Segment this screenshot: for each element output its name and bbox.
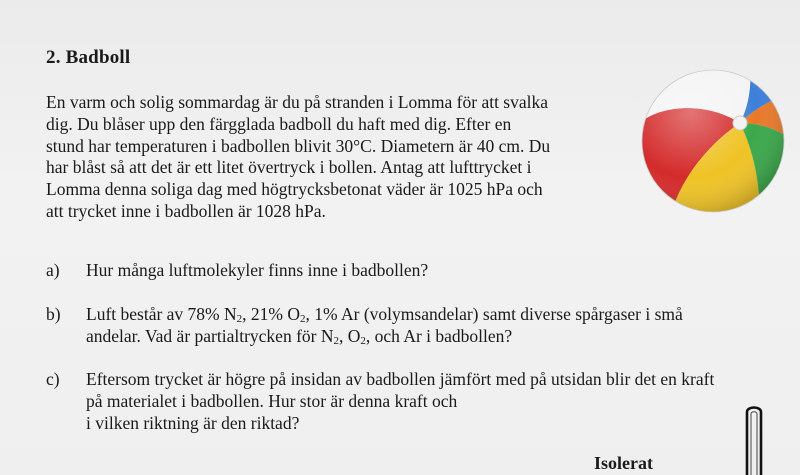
- question-text: Eftersom trycket är högre på insidan av badbollen jämfört med på utsidan blir det en kraft: [86, 369, 715, 389]
- intro-line: Lomma denna soliga dag med högtrycksbetonat väder är 1025 hPa och: [46, 179, 543, 200]
- question-text: i vilken riktning är den riktad?: [86, 413, 300, 433]
- intro-line: En varm och solig sommardag är du på stranden i Lomma för att svalka: [46, 92, 549, 112]
- problem-title: 2. Badboll: [46, 47, 131, 68]
- question-marker: a): [46, 260, 60, 280]
- question-text: andelar. Vad är partialtrycken för $N_2$, $O_2$, och Ar i badbollen?: [86, 326, 513, 347]
- container-diagram: [742, 404, 766, 475]
- problem-intro: [46, 92, 616, 223]
- intro-line: att trycket inne i badbollen är 1028 hPa.: [46, 200, 326, 221]
- isolerat-label: Isolerat: [594, 453, 653, 473]
- intro-line: stund har temperaturen i badbollen blivit 30°C. Diametern är 40 cm. Du: [46, 135, 551, 156]
- question-text: på materialet i badbollen. Hur stor är denna kraft och: [86, 391, 458, 411]
- question-marker: b): [46, 304, 61, 324]
- intro-line: dig. Du blåser upp den färgglada badboll du haft med dig. Efter en: [46, 113, 512, 134]
- beach-ball-icon: [640, 68, 786, 214]
- question-marker: c): [46, 369, 60, 389]
- question-text: Hur många luftmolekyler finns inne i badbollen?: [86, 260, 429, 280]
- intro-line: har blåst så att det är ett litet övertryck i bollen. Antag att lufttrycket i: [46, 157, 532, 178]
- question-text: Luft består av 78% $N_2$, 21% $O_2$, 1% Ar (volymsandelar) samt diverse spårgaser i små: [86, 304, 683, 325]
